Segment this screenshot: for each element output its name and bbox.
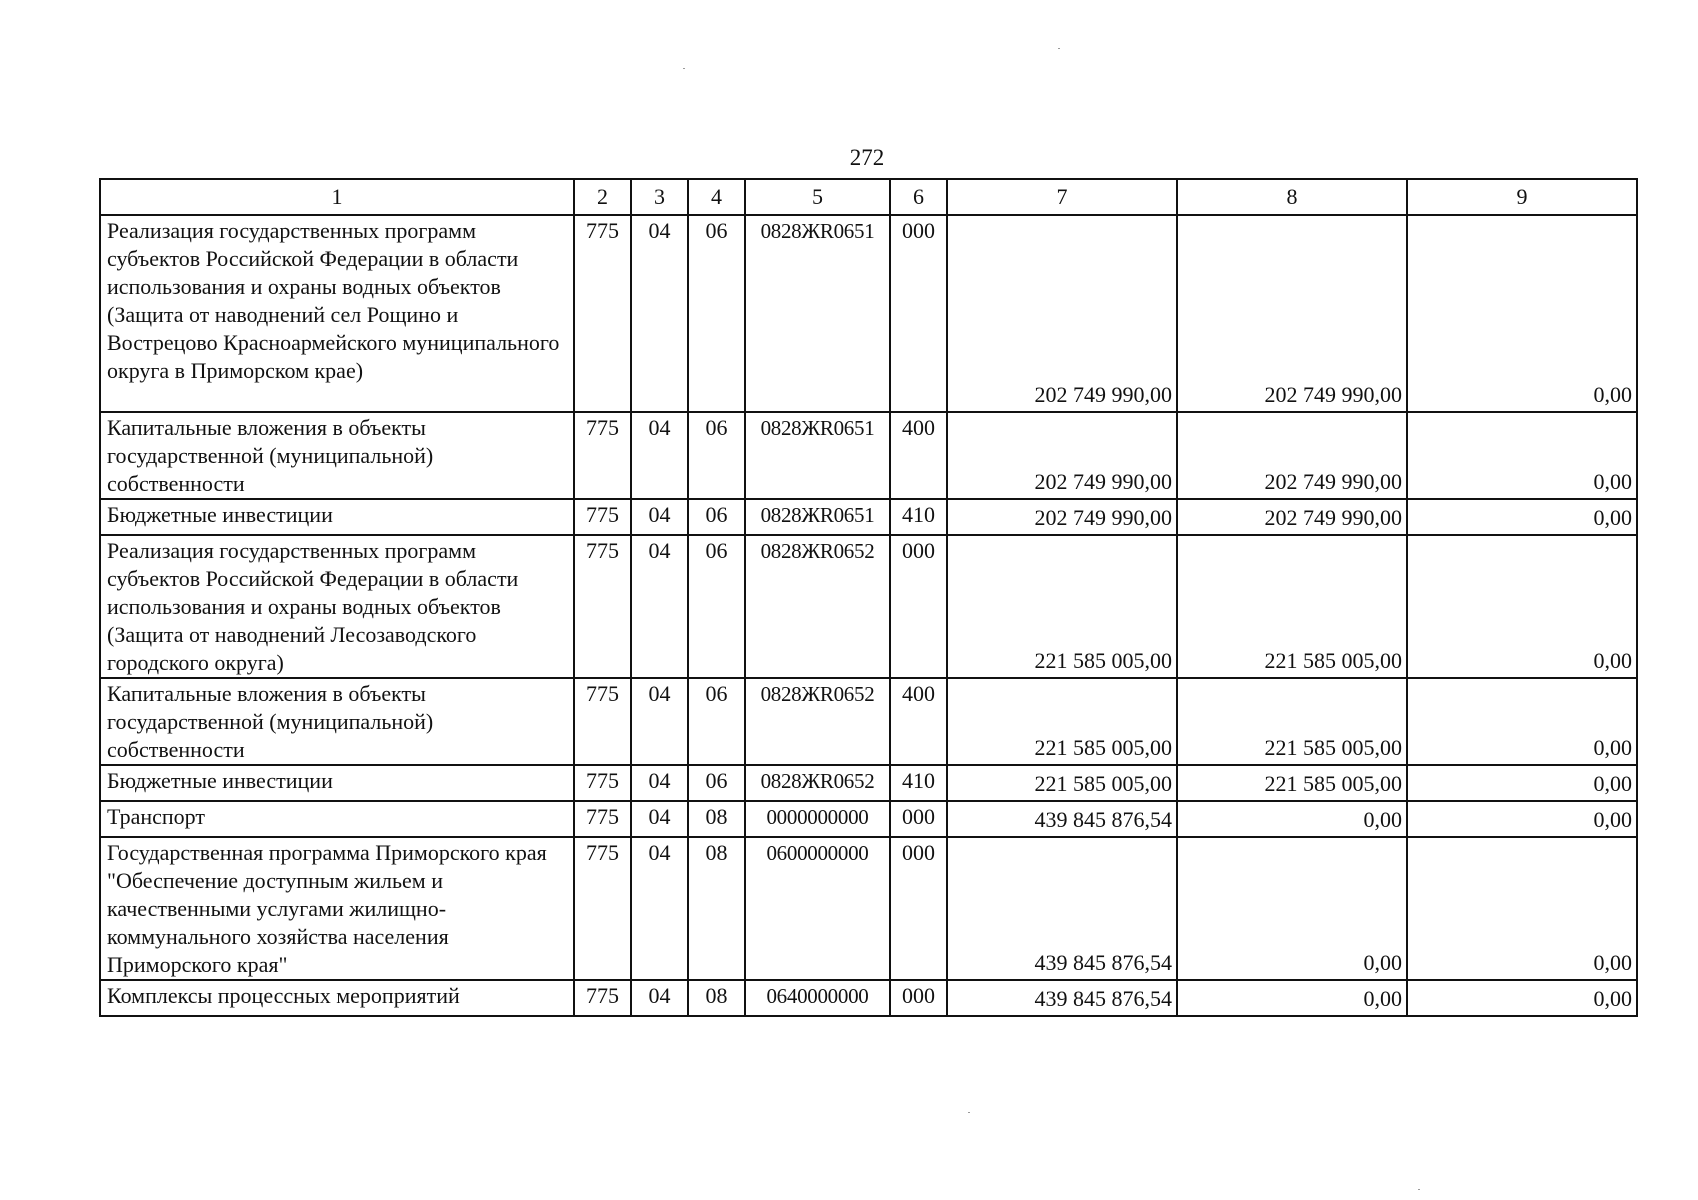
ministry-code-cell: 775 [574, 980, 631, 1016]
expense-type-cell: 400 [890, 678, 947, 765]
table-row [100, 980, 1637, 1016]
target-code-cell: 0828ЖR0651 [745, 215, 890, 412]
ministry-code-cell: 775 [574, 765, 631, 801]
column-header-5: 5 [745, 179, 890, 215]
amount-col7-cell: 221 585 005,00 [947, 535, 1177, 678]
target-code-cell: 0640000000 [745, 980, 890, 1016]
section-code-cell: 04 [631, 980, 688, 1016]
expense-type-cell: 000 [890, 837, 947, 980]
ministry-code-cell: 775 [574, 535, 631, 678]
subsection-code-cell: 08 [688, 837, 745, 980]
column-header-9: 9 [1407, 179, 1637, 215]
amount-col8-cell: 221 585 005,00 [1177, 678, 1407, 765]
amount-col9-cell: 0,00 [1407, 837, 1637, 980]
row-name-cell: Бюджетные инвестиции [100, 499, 574, 535]
expense-type-cell: 000 [890, 215, 947, 412]
amount-col9-cell: 0,00 [1407, 980, 1637, 1016]
amount-col7-cell: 221 585 005,00 [947, 678, 1177, 765]
amount-col8-cell: 202 749 990,00 [1177, 499, 1407, 535]
ministry-code-cell: 775 [574, 837, 631, 980]
table-row [100, 499, 1637, 535]
scan-speck [1418, 1189, 1420, 1190]
row-name-cell: Реализация государственных программ субъектов Российской Федерации в области использования и охраны водных объектов (Защита от наводнений Лесозаводского городского округа) [100, 535, 574, 678]
row-name-cell: Реализация государственных программ субъектов Российской Федерации в области использования и охраны водных объектов (Защита от наводнений сел Рощино и Вострецово Красноармейского муниципального округа в Приморском крае) [100, 215, 574, 412]
subsection-code-cell: 06 [688, 412, 745, 499]
table-row [100, 765, 1637, 801]
section-code-cell: 04 [631, 765, 688, 801]
expense-type-cell: 000 [890, 801, 947, 837]
target-code-cell: 0600000000 [745, 837, 890, 980]
section-code-cell: 04 [631, 837, 688, 980]
table-row [100, 215, 1637, 412]
table-row [100, 801, 1637, 837]
table-row [100, 678, 1637, 765]
budget-table [99, 178, 1638, 1017]
scan-speck [683, 68, 685, 69]
section-code-cell: 04 [631, 215, 688, 412]
expense-type-cell: 400 [890, 412, 947, 499]
section-code-cell: 04 [631, 412, 688, 499]
amount-col7-cell: 202 749 990,00 [947, 412, 1177, 499]
target-code-cell: 0000000000 [745, 801, 890, 837]
subsection-code-cell: 08 [688, 801, 745, 837]
target-code-cell: 0828ЖR0652 [745, 765, 890, 801]
section-code-cell: 04 [631, 678, 688, 765]
subsection-code-cell: 06 [688, 678, 745, 765]
column-header-3: 3 [631, 179, 688, 215]
target-code-cell: 0828ЖR0651 [745, 412, 890, 499]
subsection-code-cell: 06 [688, 535, 745, 678]
subsection-code-cell: 06 [688, 499, 745, 535]
table-row [100, 412, 1637, 499]
ministry-code-cell: 775 [574, 215, 631, 412]
amount-col9-cell: 0,00 [1407, 499, 1637, 535]
scan-speck [1058, 48, 1060, 49]
subsection-code-cell: 06 [688, 765, 745, 801]
amount-col9-cell: 0,00 [1407, 215, 1637, 412]
expense-type-cell: 000 [890, 535, 947, 678]
amount-col8-cell: 0,00 [1177, 980, 1407, 1016]
amount-col9-cell: 0,00 [1407, 765, 1637, 801]
row-name-cell: Бюджетные инвестиции [100, 765, 574, 801]
section-code-cell: 04 [631, 801, 688, 837]
row-name-cell: Капитальные вложения в объекты государственной (муниципальной) собственности [100, 412, 574, 499]
amount-col7-cell: 202 749 990,00 [947, 215, 1177, 412]
page-number: 272 [849, 145, 885, 170]
header-row [100, 179, 1637, 215]
subsection-code-cell: 06 [688, 215, 745, 412]
target-code-cell: 0828ЖR0651 [745, 499, 890, 535]
row-name-cell: Комплексы процессных мероприятий [100, 980, 574, 1016]
section-code-cell: 04 [631, 499, 688, 535]
ministry-code-cell: 775 [574, 412, 631, 499]
row-name-cell: Транспорт [100, 801, 574, 837]
target-code-cell: 0828ЖR0652 [745, 535, 890, 678]
amount-col9-cell: 0,00 [1407, 535, 1637, 678]
column-header-1: 1 [100, 179, 574, 215]
expense-type-cell: 410 [890, 499, 947, 535]
amount-col7-cell: 439 845 876,54 [947, 801, 1177, 837]
expense-type-cell: 410 [890, 765, 947, 801]
expense-type-cell: 000 [890, 980, 947, 1016]
column-header-2: 2 [574, 179, 631, 215]
amount-col7-cell: 202 749 990,00 [947, 499, 1177, 535]
section-code-cell: 04 [631, 535, 688, 678]
amount-col8-cell: 0,00 [1177, 837, 1407, 980]
amount-col9-cell: 0,00 [1407, 801, 1637, 837]
column-header-8: 8 [1177, 179, 1407, 215]
ministry-code-cell: 775 [574, 678, 631, 765]
table-row [100, 837, 1637, 980]
target-code-cell: 0828ЖR0652 [745, 678, 890, 765]
amount-col8-cell: 202 749 990,00 [1177, 412, 1407, 499]
amount-col8-cell: 0,00 [1177, 801, 1407, 837]
ministry-code-cell: 775 [574, 499, 631, 535]
amount-col8-cell: 202 749 990,00 [1177, 215, 1407, 412]
scan-speck [968, 1112, 970, 1113]
amount-col7-cell: 221 585 005,00 [947, 765, 1177, 801]
amount-col8-cell: 221 585 005,00 [1177, 535, 1407, 678]
subsection-code-cell: 08 [688, 980, 745, 1016]
amount-col8-cell: 221 585 005,00 [1177, 765, 1407, 801]
amount-col9-cell: 0,00 [1407, 412, 1637, 499]
amount-col9-cell: 0,00 [1407, 678, 1637, 765]
table-row [100, 535, 1637, 678]
ministry-code-cell: 775 [574, 801, 631, 837]
amount-col7-cell: 439 845 876,54 [947, 837, 1177, 980]
column-header-7: 7 [947, 179, 1177, 215]
row-name-cell: Капитальные вложения в объекты государственной (муниципальной) собственности [100, 678, 574, 765]
amount-col7-cell: 439 845 876,54 [947, 980, 1177, 1016]
column-header-6: 6 [890, 179, 947, 215]
row-name-cell: Государственная программа Приморского края "Обеспечение доступным жильем и качественными услугами жилищно-коммунального хозяйства населения Приморского края" [100, 837, 574, 980]
column-header-4: 4 [688, 179, 745, 215]
